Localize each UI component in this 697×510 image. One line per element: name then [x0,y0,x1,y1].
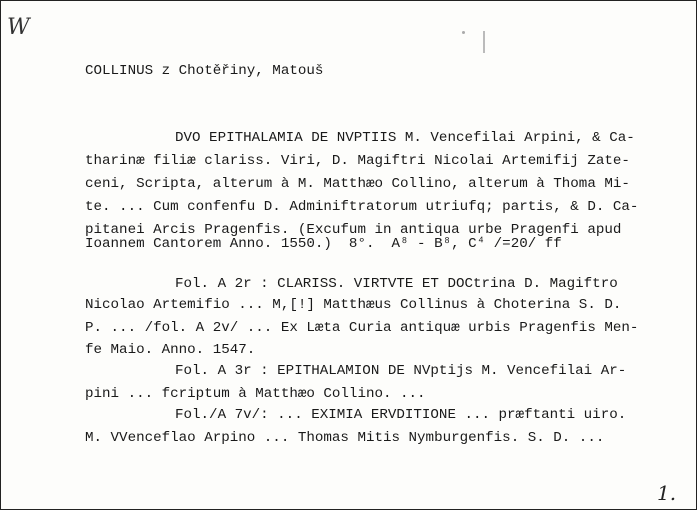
fol-a7v-line: M. VVenceflao Arpino ... Thomas Mitis Nymburgenfis. S. D. ... [85,430,605,446]
card-heading: COLLINUS z Chotěřiny, Matouš [85,63,324,79]
handwritten-corner-mark: W [7,15,30,40]
fol-a2r-line: P. ... /fol. A 2v/ ... Ex Læta Curia antiquæ urbis Pragenfis Men- [85,320,639,336]
fol-a3r-line: Fol. A 3r : EPITHALAMION DE NVptijs M. Vencefilai Ar- [175,363,627,379]
entry-line: pitanei Arcis Pragenfis. (Excufum in antiqua urbe Pragenfi apud [85,222,622,238]
handwritten-page-number: 1. [657,481,677,505]
stray-pencil-mark [483,31,485,53]
entry-line: DVO EPITHALAMIA DE NVPTIIS M. Vencefilai Arpini, & Ca- [175,130,635,146]
fol-a2r-line: Fol. A 2r : CLARISS. VIRTVTE ET DOCtrina D. Magiftro [175,276,618,292]
stray-pencil-dot [462,31,465,34]
fol-a2r-line: Nicolao Artemifio ... M,[!] Matthæus Collinus à Choterina S. D. [85,297,622,313]
fol-a2r-line: fe Maio. Anno. 1547. [85,342,256,358]
fol-a3r-line: pini ... fcriptum à Matthæo Collino. ... [85,386,426,402]
entry-line: tharinæ filiæ clariss. Viri, D. Magiftri Nicolai Artemifij Zate- [85,153,630,169]
entry-line: ceni, Scripta, alterum à M. Matthæo Collino, alterum à Thoma Mi- [85,176,630,192]
entry-line: te. ... Cum confenfu D. Adminiftratorum utriufq; partis, & D. Ca- [85,199,639,215]
fol-a7v-line: Fol./A 7v/: ... EXIMIA ERVDITIONE ... præftanti uiro. [175,407,627,423]
entry-line: Ioannem Cantorem Anno. 1550.) 8°. A⁸ - B⁸, C⁴ /=20/ ff [85,236,562,252]
